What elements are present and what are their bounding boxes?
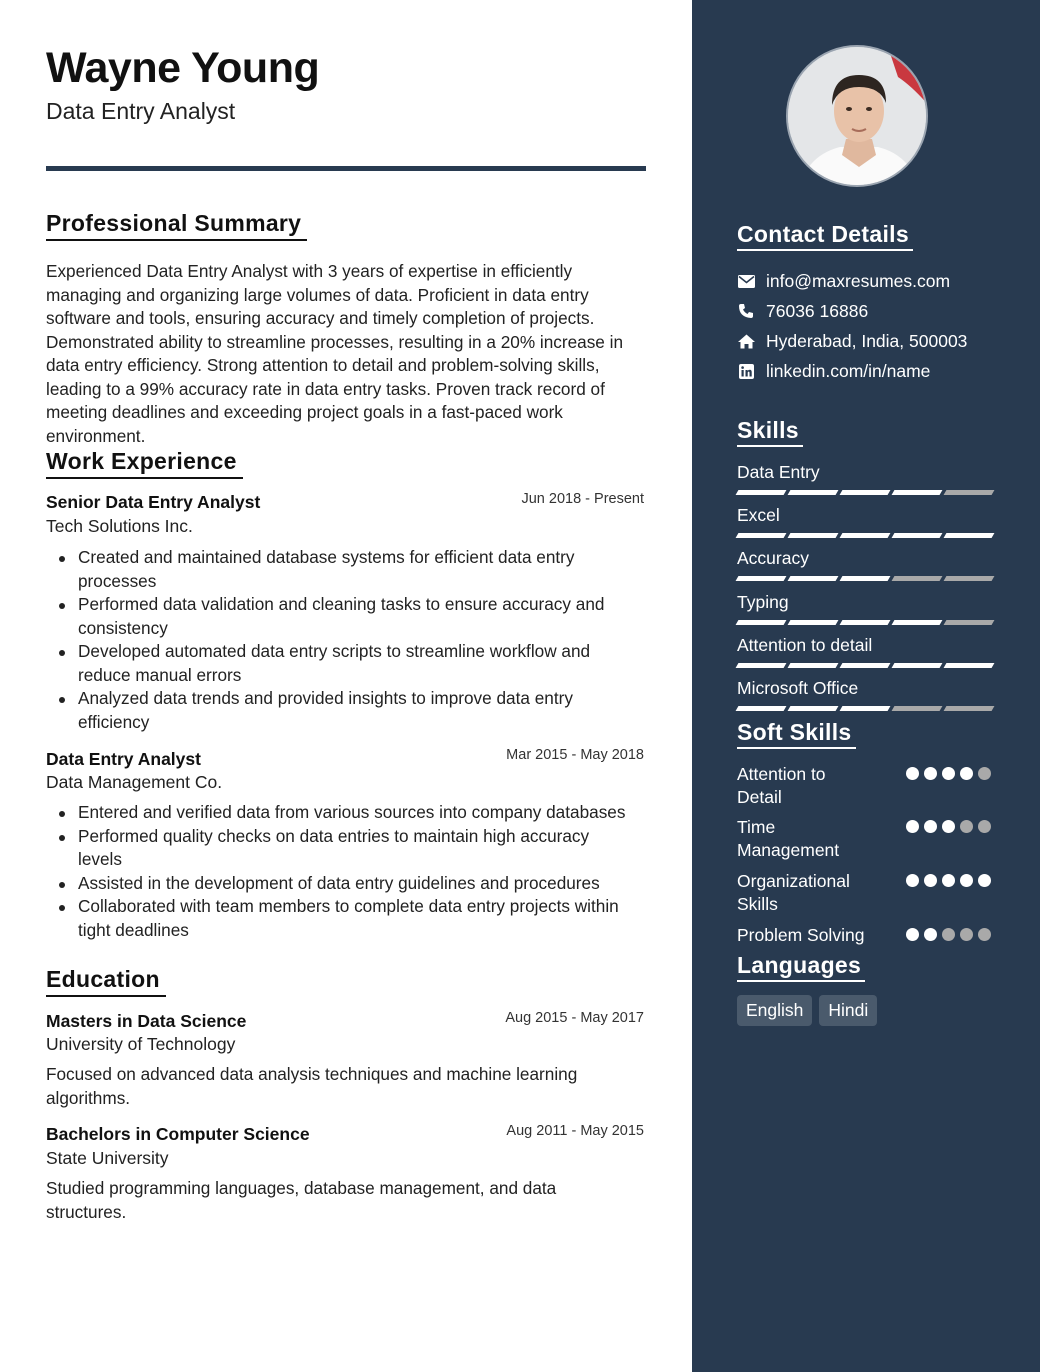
rating-segment bbox=[788, 490, 839, 495]
rating-segment bbox=[944, 533, 995, 538]
rating-dot bbox=[906, 767, 919, 780]
rating-dot bbox=[960, 928, 973, 941]
skill-name: Microsoft Office bbox=[737, 678, 859, 698]
rating-segment bbox=[736, 576, 787, 581]
skill-name: Typing bbox=[737, 592, 789, 612]
summary-text: Experienced Data Entry Analyst with 3 years of expertise in efficiently managing and organizing large volumes of data. Proficient in data entry software and tools, ensuring accuracy and timely completion of projects. Demonstrated ability to streamline processes, resulting in a 20% increase in data entry efficiency. Strong attention to detail and problem-solving skills, leading to a 99% accuracy rate in data entry tasks. Proven track record of meeting deadlines and exceeding project goals in a fast-paced work environment. bbox=[46, 261, 624, 446]
experience-heading: Work Experience bbox=[46, 448, 243, 479]
rating-segment bbox=[840, 620, 891, 625]
avatar-icon bbox=[788, 47, 928, 187]
languages-list bbox=[737, 995, 877, 1026]
list-item: Assisted in the development of data entry guidelines and procedures bbox=[46, 872, 636, 896]
soft-skill-name: Attention to Detail bbox=[737, 764, 826, 807]
rating-segment bbox=[788, 663, 839, 668]
rating-segment bbox=[788, 706, 839, 711]
job-bullets bbox=[46, 801, 636, 942]
skill-rating-bar bbox=[737, 576, 993, 583]
job-title: Senior Data Entry Analyst bbox=[46, 492, 261, 512]
summary-heading: Professional Summary bbox=[46, 210, 307, 241]
rating-segment bbox=[892, 576, 943, 581]
profile-photo bbox=[786, 45, 928, 187]
skill-name: Excel bbox=[737, 505, 780, 525]
linkedin-text: linkedin.com/in/name bbox=[766, 360, 931, 381]
degree-description: Focused on advanced data analysis techniques and machine learning algorithms. bbox=[46, 1064, 578, 1108]
language-chip: Hindi bbox=[819, 995, 877, 1026]
rating-dot bbox=[942, 928, 955, 941]
rating-segment bbox=[944, 706, 995, 711]
rating-segment bbox=[892, 706, 943, 711]
skill-rating-bar bbox=[737, 620, 993, 627]
rating-segment bbox=[892, 663, 943, 668]
rating-dot bbox=[942, 874, 955, 887]
rating-segment bbox=[840, 533, 891, 538]
list-item: Performed data validation and cleaning tasks to ensure accuracy and consistency bbox=[46, 593, 636, 640]
rating-dot bbox=[960, 874, 973, 887]
rating-segment bbox=[736, 620, 787, 625]
phone-text: 76036 16886 bbox=[766, 300, 869, 321]
rating-segment bbox=[788, 576, 839, 581]
candidate-title: Data Entry Analyst bbox=[46, 98, 236, 124]
soft-skill-rating bbox=[906, 767, 991, 780]
rating-dot bbox=[942, 767, 955, 780]
skills-heading: Skills bbox=[737, 417, 803, 447]
rating-dot bbox=[960, 820, 973, 833]
rating-segment bbox=[944, 620, 995, 625]
rating-dot bbox=[906, 928, 919, 941]
soft-skill-rating bbox=[906, 820, 991, 833]
rating-dot bbox=[942, 820, 955, 833]
language-chip: English bbox=[737, 995, 812, 1026]
rating-dot bbox=[906, 874, 919, 887]
rating-dot bbox=[978, 820, 991, 833]
rating-segment bbox=[892, 490, 943, 495]
rating-dot bbox=[978, 928, 991, 941]
degree-title: Bachelors in Computer Science bbox=[46, 1124, 310, 1144]
rating-dot bbox=[978, 874, 991, 887]
rating-segment bbox=[736, 663, 787, 668]
rating-dot bbox=[906, 820, 919, 833]
degree-date: Aug 2015 - May 2017 bbox=[505, 1010, 644, 1026]
list-item: Developed automated data entry scripts to streamline workflow and reduce manual errors bbox=[46, 640, 636, 687]
phone-icon bbox=[737, 302, 755, 320]
skill-name: Accuracy bbox=[737, 548, 809, 568]
rating-segment bbox=[840, 490, 891, 495]
job-company: Data Management Co. bbox=[46, 772, 223, 792]
rating-segment bbox=[892, 620, 943, 625]
soft-skill-rating bbox=[906, 928, 991, 941]
header-divider bbox=[46, 166, 646, 171]
skill-rating-bar bbox=[737, 663, 993, 670]
education-heading: Education bbox=[46, 966, 166, 997]
list-item: Entered and verified data from various sources into company databases bbox=[46, 801, 636, 825]
degree-description: Studied programming languages, database management, and data structures. bbox=[46, 1178, 557, 1222]
degree-date: Aug 2011 - May 2015 bbox=[506, 1123, 644, 1139]
job-date: Jun 2018 - Present bbox=[521, 491, 644, 507]
rating-dot bbox=[978, 767, 991, 780]
skill-name: Data Entry bbox=[737, 462, 820, 482]
candidate-name: Wayne Young bbox=[46, 44, 320, 92]
list-item: Created and maintained database systems for efficient data entry processes bbox=[46, 546, 636, 593]
school-name: State University bbox=[46, 1148, 169, 1168]
skill-rating-bar bbox=[737, 490, 993, 497]
soft-skill-name: Problem Solving bbox=[737, 925, 865, 945]
skill-rating-bar bbox=[737, 533, 993, 540]
address-text: Hyderabad, India, 500003 bbox=[766, 330, 968, 351]
soft-skill-name: Organizational Skills bbox=[737, 871, 850, 914]
job-bullets bbox=[46, 546, 636, 734]
skill-name: Attention to detail bbox=[737, 635, 873, 655]
rating-dot bbox=[960, 767, 973, 780]
rating-segment bbox=[736, 490, 787, 495]
rating-dot bbox=[924, 874, 937, 887]
rating-segment bbox=[892, 533, 943, 538]
rating-segment bbox=[840, 663, 891, 668]
rating-segment bbox=[840, 576, 891, 581]
list-item: Collaborated with team members to complete data entry projects within tight deadlines bbox=[46, 895, 636, 942]
soft-skill-rating bbox=[906, 874, 991, 887]
languages-heading: Languages bbox=[737, 952, 865, 982]
rating-segment bbox=[788, 533, 839, 538]
degree-title: Masters in Data Science bbox=[46, 1011, 247, 1031]
soft-skill-name: Time Management bbox=[737, 817, 840, 860]
rating-segment bbox=[736, 533, 787, 538]
skill-rating-bar bbox=[737, 706, 993, 713]
rating-dot bbox=[924, 928, 937, 941]
rating-segment bbox=[840, 706, 891, 711]
rating-segment bbox=[736, 706, 787, 711]
rating-segment bbox=[788, 620, 839, 625]
linkedin-icon bbox=[737, 362, 755, 380]
contact-phone[interactable] bbox=[737, 299, 868, 323]
list-item: Performed quality checks on data entries to maintain high accuracy levels bbox=[46, 825, 636, 872]
contact-linkedin[interactable] bbox=[737, 359, 930, 383]
rating-segment bbox=[944, 490, 995, 495]
envelope-icon bbox=[737, 272, 755, 290]
job-date: Mar 2015 - May 2018 bbox=[506, 747, 644, 763]
soft-skills-heading: Soft Skills bbox=[737, 719, 856, 749]
list-item: Analyzed data trends and provided insights to improve data entry efficiency bbox=[46, 687, 636, 734]
email-text: info@maxresumes.com bbox=[766, 270, 951, 291]
rating-dot bbox=[924, 820, 937, 833]
contact-email[interactable] bbox=[737, 269, 950, 293]
job-company: Tech Solutions Inc. bbox=[46, 516, 193, 536]
contact-heading: Contact Details bbox=[737, 221, 913, 251]
school-name: University of Technology bbox=[46, 1034, 236, 1054]
rating-segment bbox=[944, 576, 995, 581]
rating-dot bbox=[924, 767, 937, 780]
job-title: Data Entry Analyst bbox=[46, 749, 201, 769]
home-icon bbox=[737, 332, 755, 350]
contact-address bbox=[737, 329, 967, 353]
rating-segment bbox=[944, 663, 995, 668]
